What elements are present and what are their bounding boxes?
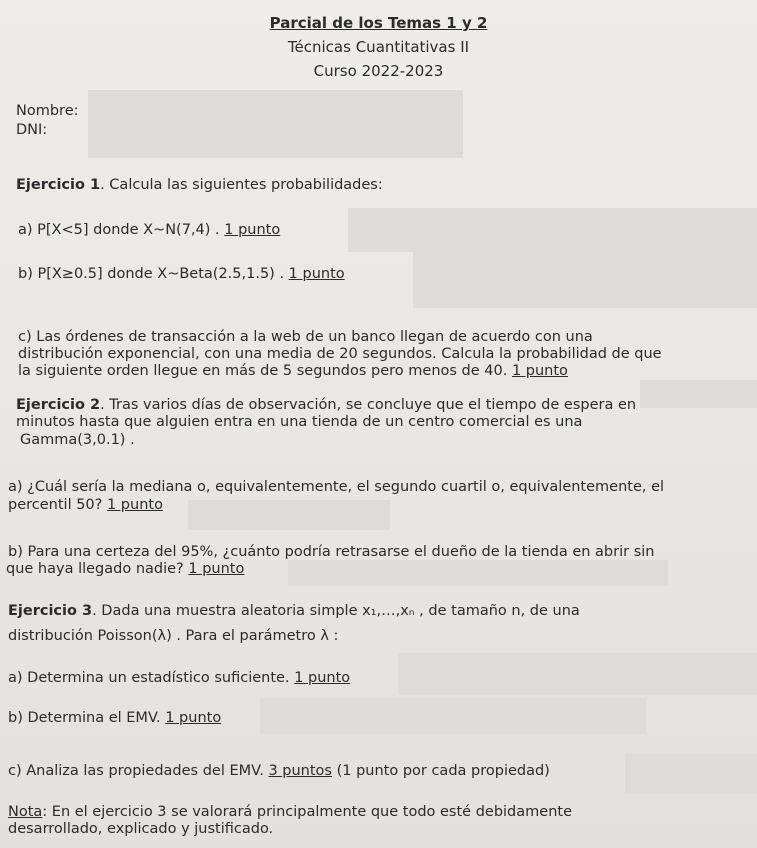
ex2-a-line1: a) ¿Cuál sería la mediana o, equivalentemente, el segundo cuartil o, equivalentemente, el — [8, 479, 665, 495]
ex1-a-points: 1 punto — [224, 222, 281, 238]
ex1-c-points: 1 punto — [511, 363, 568, 379]
ex1-b-points: 1 punto — [288, 266, 345, 282]
ex3-c-points: 3 puntos — [268, 763, 332, 779]
ex2-line1: Ejercicio 2. Tras varios días de observación, se concluye que el tiempo de espera en — [16, 397, 637, 413]
ex2-line2: minutos hasta que alguien entra en una tienda de un centro comercial es una — [16, 414, 583, 430]
ex1-statement: Ejercicio 1. Calcula las siguientes probabilidades: — [16, 177, 383, 193]
ex3-a-points: 1 punto — [294, 670, 351, 686]
ex3-line2: distribución Poisson(λ) . Para el parámetro λ : — [8, 628, 339, 644]
ex3-b: b) Determina el EMV. 1 punto — [8, 710, 222, 726]
note-label: Nota — [8, 804, 43, 820]
ex3-c: c) Analiza las propiedades del EMV. 3 puntos (1 punto por cada propiedad) — [8, 763, 550, 779]
ex1-a: a) P[X<5] donde X~N(7,4) . 1 punto — [18, 222, 281, 238]
exam-title: Parcial de los Temas 1 y 2 — [269, 14, 488, 32]
note-line2: desarrollado, explicado y justificado. — [8, 821, 274, 837]
ex1-c-line1: c) Las órdenes de transacción a la web de un banco llegan de acuerdo con una — [18, 329, 593, 345]
ex2-b-line2: que haya llegado nadie? 1 punto — [6, 561, 245, 577]
redacted-box — [640, 380, 757, 408]
ex3-b-points: 1 punto — [165, 710, 222, 726]
redacted-box — [398, 653, 757, 695]
ex2-a-line2: percentil 50? 1 punto — [8, 497, 163, 513]
ex3-a: a) Determina un estadístico suficiente. 1 punto — [8, 670, 351, 686]
ex1-heading: Ejercicio 1 — [16, 177, 101, 193]
ex2-line3: Gamma(3,0.1) . — [20, 432, 135, 448]
ex1-c-line2: distribución exponencial, con una media de 20 segundos. Calcula la probabilidad de que — [18, 346, 662, 362]
redacted-box — [348, 208, 757, 252]
redacted-box — [260, 698, 646, 734]
note-line1: Nota: En el ejercicio 3 se valorará principalmente que todo esté debidamente — [8, 804, 572, 820]
exam-subject: Técnicas Cuantitativas II — [287, 38, 470, 56]
redacted-box — [288, 560, 668, 586]
ex1-b: b) P[X≥0.5] donde X~Beta(2.5,1.5) . 1 punto — [18, 266, 345, 282]
ex2-b-line1: b) Para una certeza del 95%, ¿cuánto podría retrasarse el dueño de la tienda en abrir sin — [8, 544, 655, 560]
ex3-heading: Ejercicio 3 — [8, 603, 93, 619]
ex2-heading: Ejercicio 2 — [16, 397, 101, 413]
ex3-line1: Ejercicio 3. Dada una muestra aleatoria simple x₁,…,xₙ , de tamaño n, de una — [8, 603, 580, 619]
ex2-a-points: 1 punto — [106, 497, 163, 513]
redacted-box — [625, 754, 757, 794]
ex2-b-points: 1 punto — [188, 561, 245, 577]
exam-course: Curso 2022-2023 — [313, 62, 444, 80]
redacted-box — [413, 252, 757, 308]
redacted-box — [188, 500, 390, 530]
dni-label: DNI: — [16, 122, 48, 138]
redacted-name-dni — [88, 90, 463, 158]
name-label: Nombre: — [16, 103, 79, 119]
ex1-c-line3: la siguiente orden llegue en más de 5 segundos pero menos de 40. 1 punto — [18, 363, 568, 379]
